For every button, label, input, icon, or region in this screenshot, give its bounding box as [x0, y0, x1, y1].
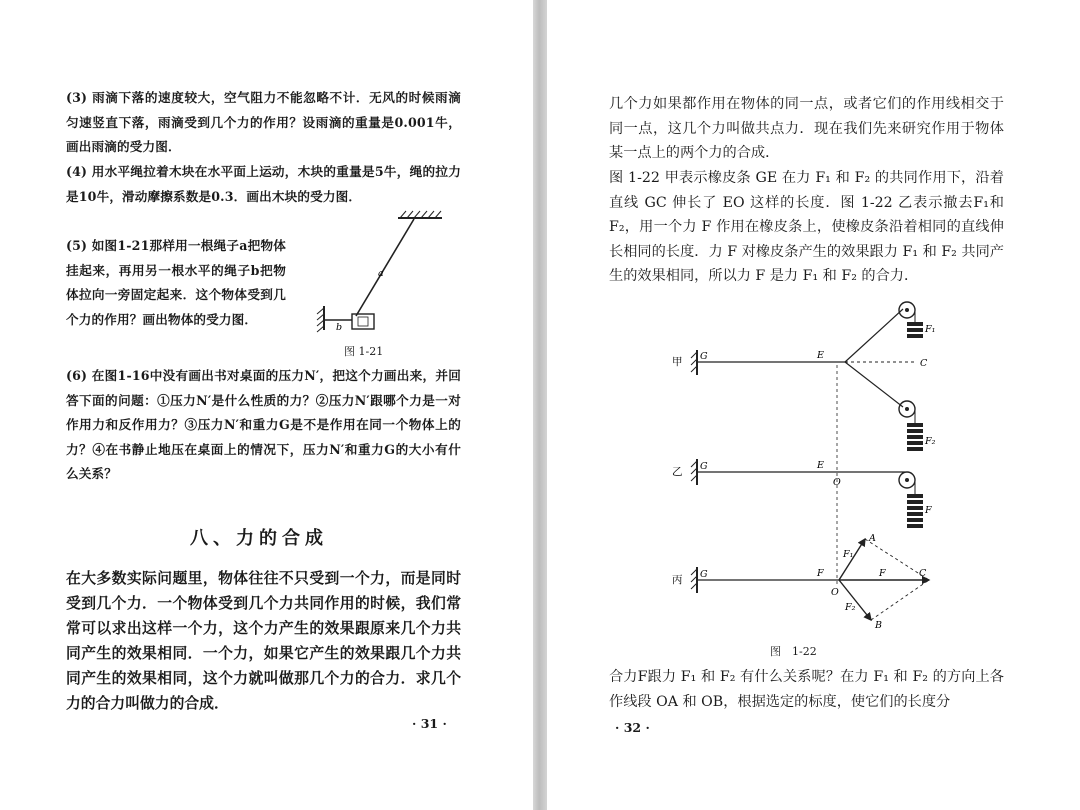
exercise-4: (4) 用水平绳拉着木块在水平面上运动，木块的重量是5牛，绳的拉力是10牛，滑动摩擦系数是0.3．画出木块的受力图．: [66, 164, 461, 204]
para-resultant-relation: 合力F跟力 F₁ 和 F₂ 有什么关系呢？在力 F₁ 和 F₂ 的方向上各作线段 OA 和 OB，根据选定的标度，使它们的长度分: [609, 669, 1004, 710]
svg-text:G: G: [700, 351, 708, 362]
weights-f: [907, 494, 923, 528]
exercise-3: (3) 雨滴下落的速度较大，空气阻力不能忽略不计．无风的时候雨滴匀速竖直下落，雨滴受到几个力的作用？设雨滴的重量是0.001牛，画出雨滴的受力图．: [66, 90, 461, 154]
ceiling-hatch: [400, 211, 441, 218]
svg-text:F₁: F₁: [925, 324, 936, 335]
label-bing: 丙: [672, 574, 683, 586]
label-b: b: [336, 322, 343, 333]
svg-text:E: E: [817, 460, 824, 471]
figure-1-22: [667, 295, 967, 630]
force-f2: [839, 580, 871, 620]
figure-1-22-caption: 图 1-22: [770, 645, 817, 658]
intro-paragraph: 在大多数实际问题里，物体往往不只受到一个力，而是同时受到几个力．一个物体受到几个力共同作用的时候，我们常常可以求出这样一个力，这个力产生的效果跟原来几个力共同产生的效果相同．一个力，如果它产生的效果跟几个力共同产生的效果相同，这个力就叫做那几个力的合力．求几个力的合力叫做力的合成．: [66, 570, 461, 712]
svg-text:G: G: [700, 461, 708, 472]
wall-hatch: [317, 308, 324, 332]
svg-text:G: G: [700, 569, 708, 580]
weights-f1: [907, 322, 923, 338]
hanging-object: [352, 314, 374, 329]
page-number-31: · 31 ·: [412, 716, 447, 731]
svg-text:A: A: [869, 533, 876, 544]
para-concurrent-forces: 几个力如果都作用在物体的同一点，或者它们的作用线相交于同一点，这几个力叫做共点力．现在我们先来研究作用于物体某一点上的两个力的合成．: [609, 96, 1004, 161]
para-figure-explanation: 图 1-22 甲表示橡皮条 GE 在力 F₁ 和 F₂ 的共同作用下，沿着直线 GC 伸长了 EO 这样的长度．图 1-22 乙表示撤去F₁和 F₂，用一个力 F 作用在橡皮条上，使橡皮条沿着相同的直线伸长相同的长度．力 F 对橡皮条产生的效果跟力 F₁ 和 F₂ 共同产生的效果相同，所以力 F 是力 F₁ 和 F₂ 的合力．: [609, 170, 1004, 284]
svg-text:C: C: [920, 358, 928, 369]
svg-text:F₂: F₂: [925, 436, 936, 447]
svg-text:O: O: [833, 477, 841, 488]
label-yi: 乙: [672, 466, 683, 478]
book-gutter: [533, 0, 547, 810]
svg-text:O: O: [831, 587, 839, 598]
page-number-32: · 32 ·: [615, 720, 650, 735]
figure-1-21: [312, 208, 462, 338]
svg-text:B: B: [875, 620, 882, 630]
exercise-5: (5) 如图1-21那样用一根绳子a把物体挂起来，再用另一根水平的绳子b把物体拉向一旁固定起来．这个物体受到几个力的作用？画出物体的受力图．: [66, 238, 286, 327]
svg-text:F₂: F₂: [845, 602, 856, 613]
left-page: [0, 0, 533, 810]
svg-text:C: C: [919, 568, 927, 579]
label-a: a: [378, 268, 384, 279]
right-page: [547, 0, 1080, 810]
svg-text:F: F: [817, 568, 824, 579]
svg-text:F₁: F₁: [843, 549, 854, 560]
weights-f2: [907, 423, 923, 451]
exercise-6: (6) 在图1-16中没有画出书对桌面的压力N′，把这个力画出来，并回答下面的问题：①压力N′是什么性质的力？②压力N′跟哪个力是一对作用力和反作用力？③压力N′和重力G是不是作用在同一个物体上的力？④在书静止地压在桌面上的情况下，压力N′和重力G的大小有什么关系？: [66, 368, 461, 481]
svg-text:F: F: [925, 505, 932, 516]
svg-text:F: F: [879, 568, 886, 579]
section-title: 八、力的合成: [190, 528, 328, 549]
svg-text:E: E: [817, 350, 824, 361]
figure-1-21-caption: 图 1-21: [344, 345, 384, 358]
rope-a: [356, 219, 414, 316]
label-jia: 甲: [672, 356, 683, 368]
